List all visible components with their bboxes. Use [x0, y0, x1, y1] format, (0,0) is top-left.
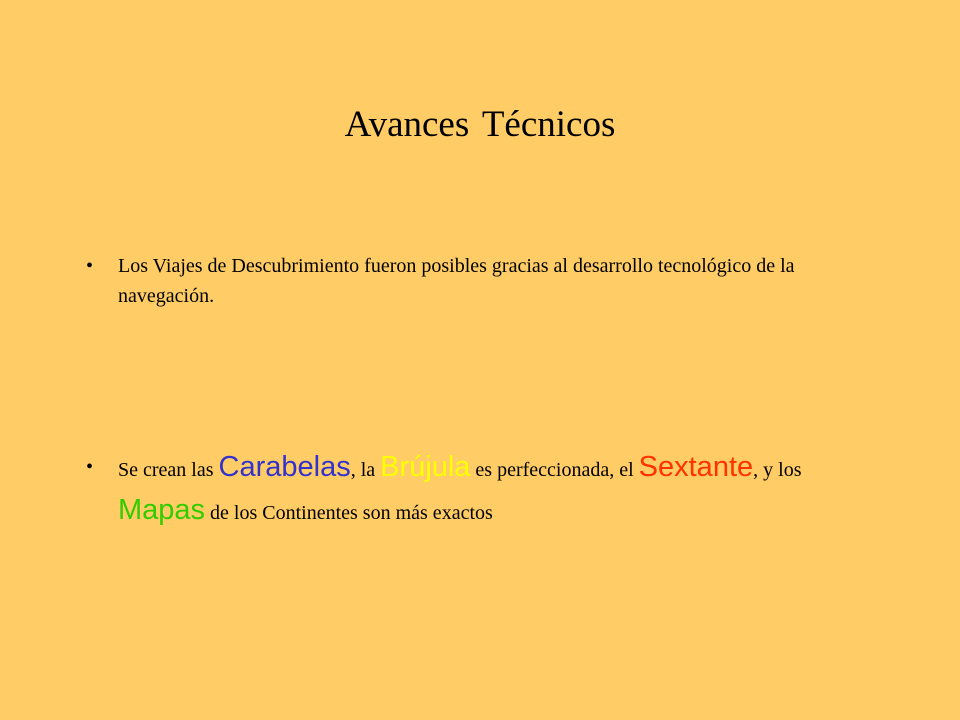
- slide-title: Avances Técnicos: [344, 104, 616, 145]
- bullet-text: Los Viajes de Descubrimiento fueron posibles gracias al desarrollo tecnológico de la navegación.: [118, 255, 795, 307]
- keyword-sextante: Sextante: [638, 451, 754, 483]
- keyword-brujula: Brújula: [380, 451, 471, 483]
- keyword-mapas: Mapas: [118, 494, 206, 526]
- text-segment: de los Continentes son más exactos: [205, 502, 493, 524]
- text-segment: , la: [350, 459, 381, 481]
- bullet-dot-icon: •: [86, 255, 94, 277]
- text-segment: Se crean las: [118, 459, 219, 481]
- bullet-text: [118, 447, 878, 533]
- text-segment: es perfeccionada, el: [470, 459, 639, 481]
- text-segment: , y los: [753, 459, 802, 481]
- bullet-dot-icon: •: [86, 456, 94, 478]
- bullet-item: [86, 251, 886, 311]
- keyword-carabelas: Carabelas: [218, 451, 351, 483]
- bullet-item: [86, 447, 886, 533]
